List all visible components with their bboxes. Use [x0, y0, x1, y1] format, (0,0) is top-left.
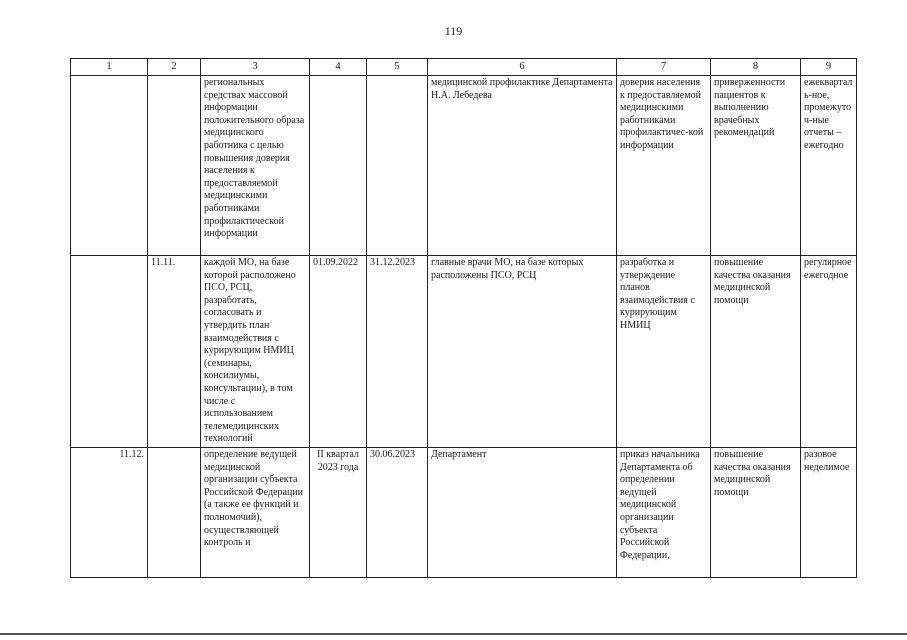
- cell-responsible: медицинской профилактике Департамента Н.А. Лебедева: [428, 76, 617, 256]
- column-header: 4: [310, 59, 367, 76]
- cell-end-date: 31.12.2023: [367, 256, 428, 448]
- scan-edge-line: [0, 633, 907, 635]
- column-header: 3: [201, 59, 310, 76]
- cell-sub-number: [148, 448, 201, 578]
- cell-result: разработка и утверждение планов взаимодействия с курирующим НМИЦ: [617, 256, 711, 448]
- cell-measure: региональных средствах массовой информации положительного образа медицинского работника с целью повышения доверия населения к предоставляемой медицинскими работниками профилактической информации: [201, 76, 310, 256]
- table-header-row: [71, 59, 857, 76]
- cell-result: доверия населения к предоставляемой медицинскими работниками профилактичес-кой информации: [617, 76, 711, 256]
- cell-result: приказ начальника Департамента об определении ведущей медицинской организации субъекта Российской Федерации,: [617, 448, 711, 578]
- cell-responsible: Департамент: [428, 448, 617, 578]
- cell-sub-number: [148, 76, 201, 256]
- cell-end-date: 30.06.2023: [367, 448, 428, 578]
- cell-item-number: [71, 256, 148, 448]
- cell-measure: каждой МО, на базе которой расположено ПСО, РСЦ, разработать, согласовать и утвердить план взаимодействия с курирующим НМИЦ (семинары, консилиумы, консультации), в том числе с использованием телемедицинских технологий: [201, 256, 310, 448]
- column-header: 5: [367, 59, 428, 76]
- cell-effect: приверженности пациентов к выполнению врачебных рекомендаций: [711, 76, 801, 256]
- table-row: [71, 448, 857, 578]
- table-row: [71, 76, 857, 256]
- cell-start-date: 01.09.2022: [310, 256, 367, 448]
- cell-start-date: II квартал 2023 года: [310, 448, 367, 578]
- column-header: 1: [71, 59, 148, 76]
- cell-periodicity: разовое неделимое: [801, 448, 857, 578]
- cell-start-date: [310, 76, 367, 256]
- column-header: 6: [428, 59, 617, 76]
- column-header: 8: [711, 59, 801, 76]
- column-header: 7: [617, 59, 711, 76]
- column-header: 2: [148, 59, 201, 76]
- page-number: 119: [444, 24, 463, 38]
- cell-responsible: главные врачи МО, на базе которых расположены ПСО, РСЦ: [428, 256, 617, 448]
- table-row: [71, 256, 857, 448]
- plan-table: [70, 58, 857, 578]
- cell-end-date: [367, 76, 428, 256]
- cell-periodicity: регулярное ежегодное: [801, 256, 857, 448]
- cell-sub-number: 11.11.: [148, 256, 201, 448]
- cell-periodicity: ежекварталь-ное, промежуточ-ные отчеты – ежегодно: [801, 76, 857, 256]
- column-header: 9: [801, 59, 857, 76]
- cell-effect: повышение качества оказания медицинской помощи: [711, 448, 801, 578]
- cell-effect: повышение качества оказания медицинской помощи: [711, 256, 801, 448]
- cell-measure: определение ведущей медицинской организации субъекта Российской Федерации (а также ее функций и полномочий), осуществляющей контроль и: [201, 448, 310, 578]
- cell-item-number: [71, 76, 148, 256]
- cell-item-number: 11.12.: [71, 448, 148, 578]
